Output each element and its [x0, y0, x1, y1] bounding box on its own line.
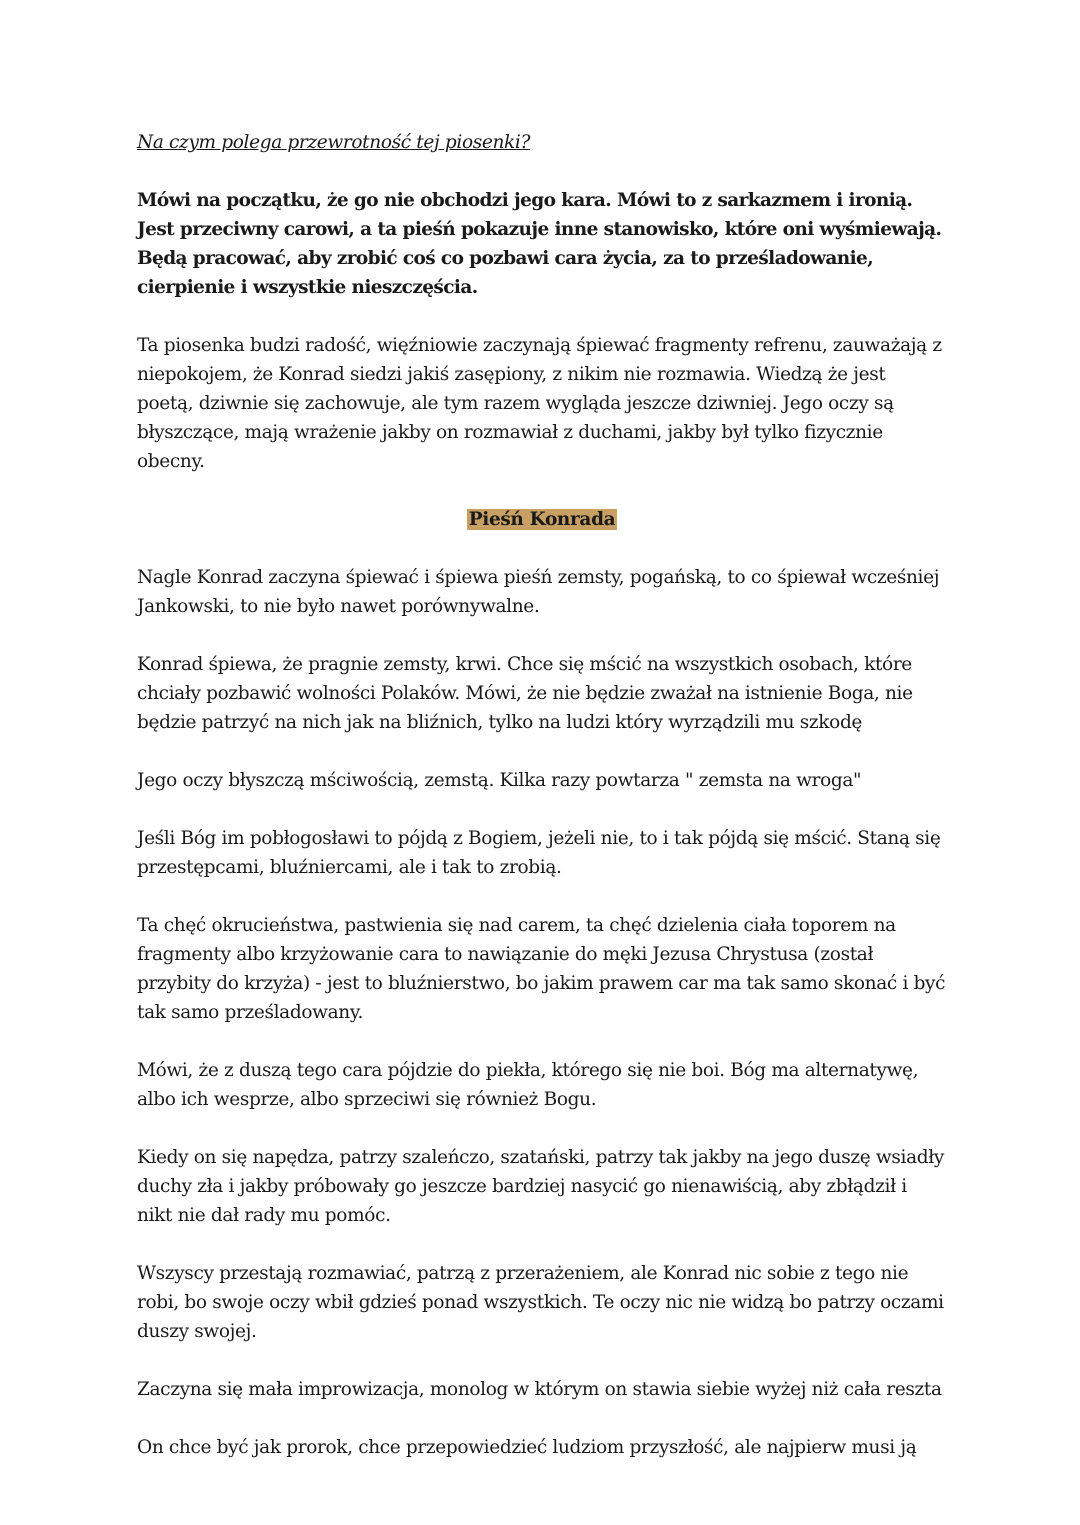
- body-paragraph: Konrad śpiewa, że pragnie zemsty, krwi. Chce się mścić na wszystkich osobach, które chciały pozbawić wolności Polaków. Mówi, że nie będzie zważał na istnienie Boga, nie będzie patrzyć na nich jak na bliźnich, tylko na ludzi który wyrządzili mu szkodę: [137, 654, 913, 733]
- answer-paragraph: Mówi na początku, że go nie obchodzi jego kara. Mówi to z sarkazmem i ironią. Jest przeciwny carowi, a ta pieśń pokazuje inne stanowisko, które oni wyśmiewają. Będą pracować, aby zrobić coś co pozbawi cara życia, za to prześladowanie, cierpienie i wszystkie nieszczęścia.: [137, 190, 942, 298]
- body-paragraph: Ta chęć okrucieństwa, pastwienia się nad carem, ta chęć dzielenia ciała toporem na fragmenty albo krzyżowanie cara to nawiązanie do męki Jezusa Chrystusa (został przybity do krzyża) - jest to bluźnierstwo, bo jakim prawem car ma tak samo skonać i być tak samo prześladowany.: [137, 915, 946, 1023]
- body-paragraph: Zaczyna się mała improwizacja, monolog w którym on stawia siebie wyżej niż cała reszta: [137, 1379, 942, 1400]
- body-paragraph: Ta piosenka budzi radość, więźniowie zaczynają śpiewać fragmenty refrenu, zauważają z niepokojem, że Konrad siedzi jakiś zasępiony, z nikim nie rozmawia. Wiedzą że jest poetą, dziwnie się zachowuje, ale tym razem wygląda jeszcze dziwniej. Jego oczy są błyszczące, mają wrażenie jakby on rozmawiał z duchami, jakby był tylko fizycznie obecny.: [137, 335, 942, 472]
- body-paragraph: Jego oczy błyszczą mściwością, zemstą. Kilka razy powtarza " zemsta na wroga": [137, 770, 862, 791]
- section-title-highlight: Pieśń Konrada: [468, 509, 616, 530]
- body-paragraph: Jeśli Bóg im pobłogosławi to pójdą z Bogiem, jeżeli nie, to i tak pójdą się mścić. Staną się przestępcami, bluźniercami, ale i tak to zrobią.: [137, 828, 941, 878]
- body-paragraph: Wszyscy przestają rozmawiać, patrzą z przerażeniem, ale Konrad nic sobie z tego nie robi, bo swoje oczy wbił gdzieś ponad wszystkich. Te oczy nic nie widzą bo patrzy oczami duszy swojej.: [137, 1263, 944, 1342]
- body-paragraph: Nagle Konrad zaczyna śpiewać i śpiewa pieśń zemsty, pogańską, to co śpiewał wcześniej Jankowski, to nie było nawet porównywalne.: [137, 567, 940, 617]
- document-page: [137, 128, 947, 1462]
- body-paragraph: Mówi, że z duszą tego cara pójdzie do piekła, którego się nie boi. Bóg ma alternatywę, albo ich wesprze, albo sprzeciwi się również Bogu.: [137, 1060, 919, 1110]
- body-paragraph: On chce być jak prorok, chce przepowiedzieć ludziom przyszłość, ale najpierw musi ją: [137, 1437, 917, 1458]
- question-heading: Na czym polega przewrotność tej piosenki?: [137, 132, 531, 153]
- section-title: [137, 505, 947, 534]
- body-paragraph: Kiedy on się napędza, patrzy szaleńczo, szatański, patrzy tak jakby na jego duszę wsiadły duchy zła i jakby próbowały go jeszcze bardziej nasycić go nienawiścią, aby zbłądził i nikt nie dał rady mu pomóc.: [137, 1147, 945, 1226]
